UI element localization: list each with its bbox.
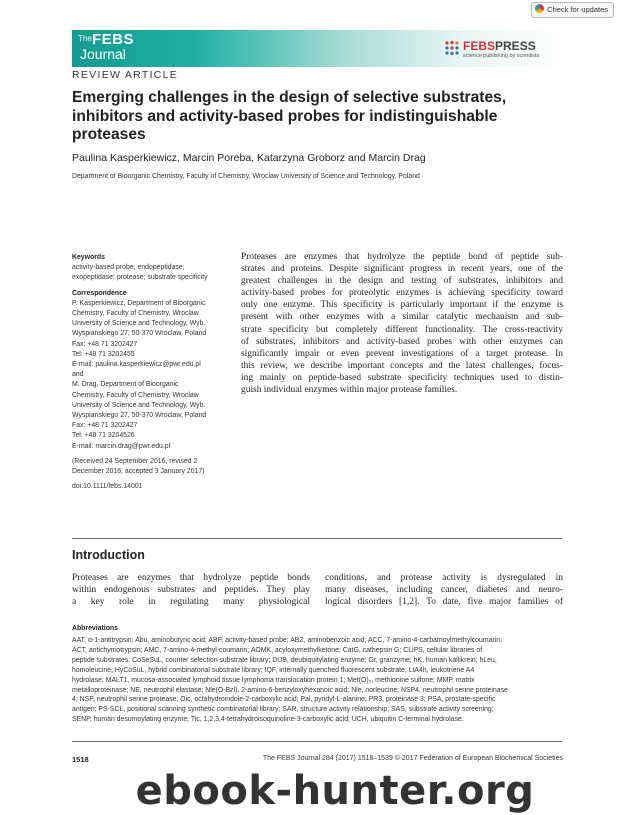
abstract-line: ing mainly on peptide-based substrate specificity techniques used to distin- <box>241 372 563 383</box>
publisher-name: FEBSPRESS <box>463 39 536 53</box>
abbreviations-line: ACT, antichymotrypsin; AMC, 7-amino-4-methyl-coumarin; AOMK, acyloxymethylketone; CatG, cathepsin G; CLiPS, cellular libraries of <box>72 646 483 654</box>
article-sidebar <box>72 253 237 492</box>
introduction-column-left <box>72 572 310 609</box>
article-title: Emerging challenges in the design of selective substrates, inhibitors and activity-based probes for indistinguishable proteases <box>72 89 507 143</box>
febs-press-logo <box>444 40 560 64</box>
check-for-updates-button[interactable] <box>531 2 614 18</box>
body-line: a key role in regulating many physiological <box>72 597 310 608</box>
abbreviations-line: SENP, human desumoylating enzyme; Tic, 1,2,3,4-tetrahydroisoquinoline-3-carboxylic acid; UCH, ubiquitin C-terminal hydrolase. <box>72 716 464 724</box>
correspondence-line: University of Science and Technology, Wyb. <box>72 320 206 328</box>
fax-line: Fax: +48 71 3202427 <box>72 422 138 430</box>
abbreviations-line: AAT, α-1-antitrypsin; Abu, aminobutyric acid; ABP, activity-based probe; ABZ, aminobenzoic acid; ACC, 7-amino-4-carbamoylmethylcoumarin; <box>72 637 502 644</box>
abstract-line: of substrates, inhibitors and activity-based probes with other enzymes can <box>241 336 563 347</box>
abstract-line: only one enzyme. This specificity is particularly important if the enzyme is <box>241 300 563 311</box>
fax-line: Fax: +48 71 3202427 <box>72 340 138 348</box>
email-link[interactable]: E-mail: marcin.drag@pwr.edu.pl <box>72 442 171 450</box>
abstract-line: strate specificity but completely different functionality. The cross-reactivity <box>241 324 563 335</box>
body-line: many diseases, including cancer, diabetes and neuro- <box>325 585 563 596</box>
journal-logo-journal: Journal <box>80 46 126 62</box>
received-dates: (Received 24 September 2016, revised 2 <box>72 457 198 465</box>
author-list: Paulina Kasperkiewicz, Marcin Poreba, Katarzyna Groborz and Marcin Drag <box>72 152 426 164</box>
article-type: REVIEW ARTICLE <box>72 69 179 81</box>
doi-link[interactable]: doi:10.1111/febs.14001 <box>72 483 143 491</box>
abbreviations-line: 4; NSP, neutrophil serine protease; Oic, octahydroindole-2-carboxylic acid; Pal, pyridyl-L-alanine; PR3, proteinase 3; PSA, prostate-specific <box>72 696 496 704</box>
abbreviations-line: hydrolase; MALT1, mucosa-associated lymphoid tissue lymphoma translocation protein 1; Met(O)₂, methionine sulfone; MMP, matrix <box>72 676 475 684</box>
section-divider <box>72 538 562 539</box>
correspondence-line: Wyspianskiego 27, 50-370 Wroclaw, Poland <box>72 412 207 420</box>
received-dates: December 2016, accepted 3 January 2017) <box>72 468 205 476</box>
crossmark-icon <box>535 4 544 13</box>
keywords-line: activity-based probe; endopeptidase; <box>72 264 185 272</box>
abbreviations-line: metalloproteinase; NE, neutrophil elastase; Nle(O-Bzl), 2-amino-6-benzyloxyhexanoic acid; Nle, norleucine; NSP4, neutrophil serine proteinase <box>72 686 508 694</box>
journal-logo-febs: FEBS <box>92 31 135 48</box>
correspondence-line: M. Drag, Department of Bioorganic <box>72 381 179 389</box>
body-line: conditions, and protease activity is dysregulated in <box>325 573 563 583</box>
check-updates-label: Check for updates <box>547 5 608 14</box>
correspondence-line: University of Science and Technology, Wyb. <box>72 401 206 409</box>
publisher-tagline: science publishing by scientists <box>463 53 540 59</box>
correspondence-line: Chemistry, Faculty of Chemistry, Wroclaw <box>72 310 199 318</box>
abbreviations-heading: Abbreviations <box>72 625 118 632</box>
tel-line: Tel: +48 71 3202455 <box>72 350 135 358</box>
febs-press-icon <box>444 40 460 56</box>
body-line: Proteases are enzymes that hydrolyze peptide bonds <box>72 573 310 583</box>
abbreviations-line: antigen; PS-SCL, positional scanning synthetic combinatorial library; SAR, structure activity relationship; SAS, substrate activity screening; <box>72 706 494 714</box>
body-line: within endogenous substrates and peptides. They play <box>72 585 310 596</box>
correspondence-line: P. Kasperkiewicz, Department of Bioorganic <box>72 299 206 307</box>
footer-divider <box>72 741 562 742</box>
affiliation: Department of Bioorganic Chemistry, Faculty of Chemistry, Wroclaw University of Science and Technology, Poland <box>72 173 420 180</box>
abbreviations-list <box>72 636 564 725</box>
tel-line: Tel: +48 71 3204526 <box>72 432 135 440</box>
abstract-line: strates and proteins. Despite significant progress in recent years, one of the <box>241 264 563 275</box>
keywords-heading: Keywords <box>72 254 105 261</box>
introduction-column-right <box>325 572 563 609</box>
body-line: logical disorders [1,2]. To date, five major families of <box>325 597 563 608</box>
email-link[interactable]: E-mail: paulina.kasperkiewicz@pwr.edu.pl <box>72 361 201 369</box>
abstract-line: Proteases are enzymes that hydrolyze the peptide bond of peptide sub- <box>241 252 563 262</box>
abstract-line: this review, we describe important concepts and the latest challenges, focus- <box>241 360 563 371</box>
watermark: ebook-hunter.org <box>135 768 535 814</box>
page-number: 1518 <box>72 755 89 764</box>
abstract-line: greatest challenges in the design and testing of substrates, inhibitors and <box>241 276 563 287</box>
abbreviations-line: homoleucine; HyCoSuL, hybrid combinatorial substrate library; IQF, internally quenched fluorescent substrate; LtA4h, leukotriene A4 <box>72 666 475 674</box>
abstract-line: significantly impair or even prevent investigations of a target protease. In <box>241 348 563 359</box>
footer-citation: The FEBS Journal 284 (2017) 1518–1539 © 2017 Federation of European Biochemical Societies <box>262 755 563 762</box>
journal-logo-the: The <box>78 34 92 43</box>
abbreviations-line: peptide substrates; CoSeSuL, counter selection substrate library; DUB, deubiquitylating enzyme; Gr, granzyme; hK, human kallikrein; hLeu, <box>72 656 497 664</box>
correspondence-line: Wyspianskiego 27, 50-370 Wroclaw, Poland <box>72 330 207 338</box>
keywords-line: exopeptidase; protease; substrate specificity <box>72 274 208 282</box>
correspondence-line: and <box>72 371 84 379</box>
abstract-line: activity-based probes for proteolytic enzymes is achieving specificity toward <box>241 288 563 299</box>
abstract-line: present with other enzymes with a similar catalytic mechanism and sub- <box>241 312 563 323</box>
correspondence-heading: Correspondence <box>72 289 127 297</box>
introduction-heading: Introduction <box>72 548 145 562</box>
abstract-line: guish individual enzymes within major protease families. <box>241 385 458 396</box>
abstract <box>241 251 563 396</box>
correspondence-line: Chemistry, Faculty of Chemistry, Wroclaw <box>72 391 199 399</box>
